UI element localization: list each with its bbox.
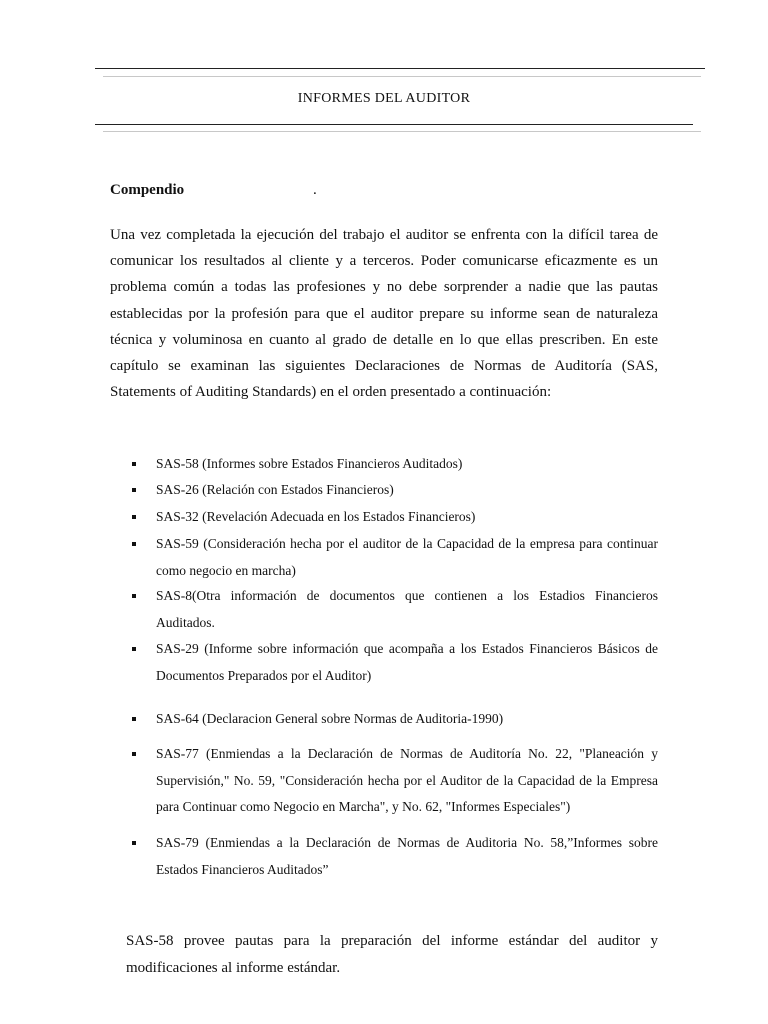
list-item: SAS-59 (Consideración hecha por el auditor de la Capacidad de la empresa para continuar como negocio en marcha) <box>156 536 658 578</box>
header-rule-bottom-shadow <box>103 131 701 132</box>
intro-paragraph: Una vez completada la ejecución del trabajo el auditor se enfrenta con la difícil tarea de comunicar los resultados al cliente y a terceros. Poder comunicarse eficazmente es un problema común a todas las profesiones y no debe sorprender a nadie que las pautas establecidas por la profesión para que el auditor prepare su informe sean de naturaleza técnica y voluminosa en cuanto al grado de detalle en lo que ellas prescriben. En este capítulo se examinan las siguientes Declaraciones de Normas de Auditoría (SAS, Statements of Auditing Standards) en el orden presentado a continuación: <box>110 227 658 401</box>
list-item: SAS-79 (Enmiendas a la Declaración de Normas de Auditoria No. 58,”Informes sobre Estados Financieros Auditados” <box>156 835 658 877</box>
bullet-marker <box>132 841 136 845</box>
list-item: SAS-77 (Enmiendas a la Declaración de Normas de Auditoría No. 22, "Planeación y Supervisión," No. 59, "Consideración hecha por el Auditor de la Capacidad de la Empresa para Continuar como Negocio en Marcha", y No. 62, "Informes Especiales") <box>156 746 658 814</box>
bullet-marker <box>132 594 136 598</box>
header-rule-bottom <box>95 124 693 125</box>
section-heading: Compendio <box>110 182 185 198</box>
header-rule-top-shadow <box>103 76 701 77</box>
list-item: SAS-8(Otra información de documentos que contienen a los Estadios Financieros Auditados. <box>156 588 658 630</box>
bullet-marker <box>132 752 136 756</box>
bullet-marker <box>132 488 136 492</box>
bullet-marker <box>132 515 136 519</box>
bullet-marker <box>132 647 136 651</box>
heading-mark: . <box>313 182 317 198</box>
list-item: SAS-58 (Informes sobre Estados Financieros Auditados) <box>156 456 463 471</box>
header-rule-top <box>95 68 705 69</box>
bullet-marker <box>132 542 136 546</box>
list-item: SAS-26 (Relación con Estados Financieros) <box>156 482 394 497</box>
list-item: SAS-64 (Declaracion General sobre Normas de Auditoria-1990) <box>156 711 504 726</box>
closing-paragraph: SAS-58 provee pautas para la preparación del informe estándar del auditor y modificaciones al informe estándar. <box>126 933 658 976</box>
bullet-marker <box>132 462 136 466</box>
bullet-marker <box>132 717 136 721</box>
list-item: SAS-29 (Informe sobre información que acompaña a los Estados Financieros Básicos de Documentos Preparados por el Auditor) <box>156 641 658 683</box>
document-title: INFORMES DEL AUDITOR <box>297 91 471 106</box>
list-item: SAS-32 (Revelación Adecuada en los Estados Financieros) <box>156 509 476 524</box>
